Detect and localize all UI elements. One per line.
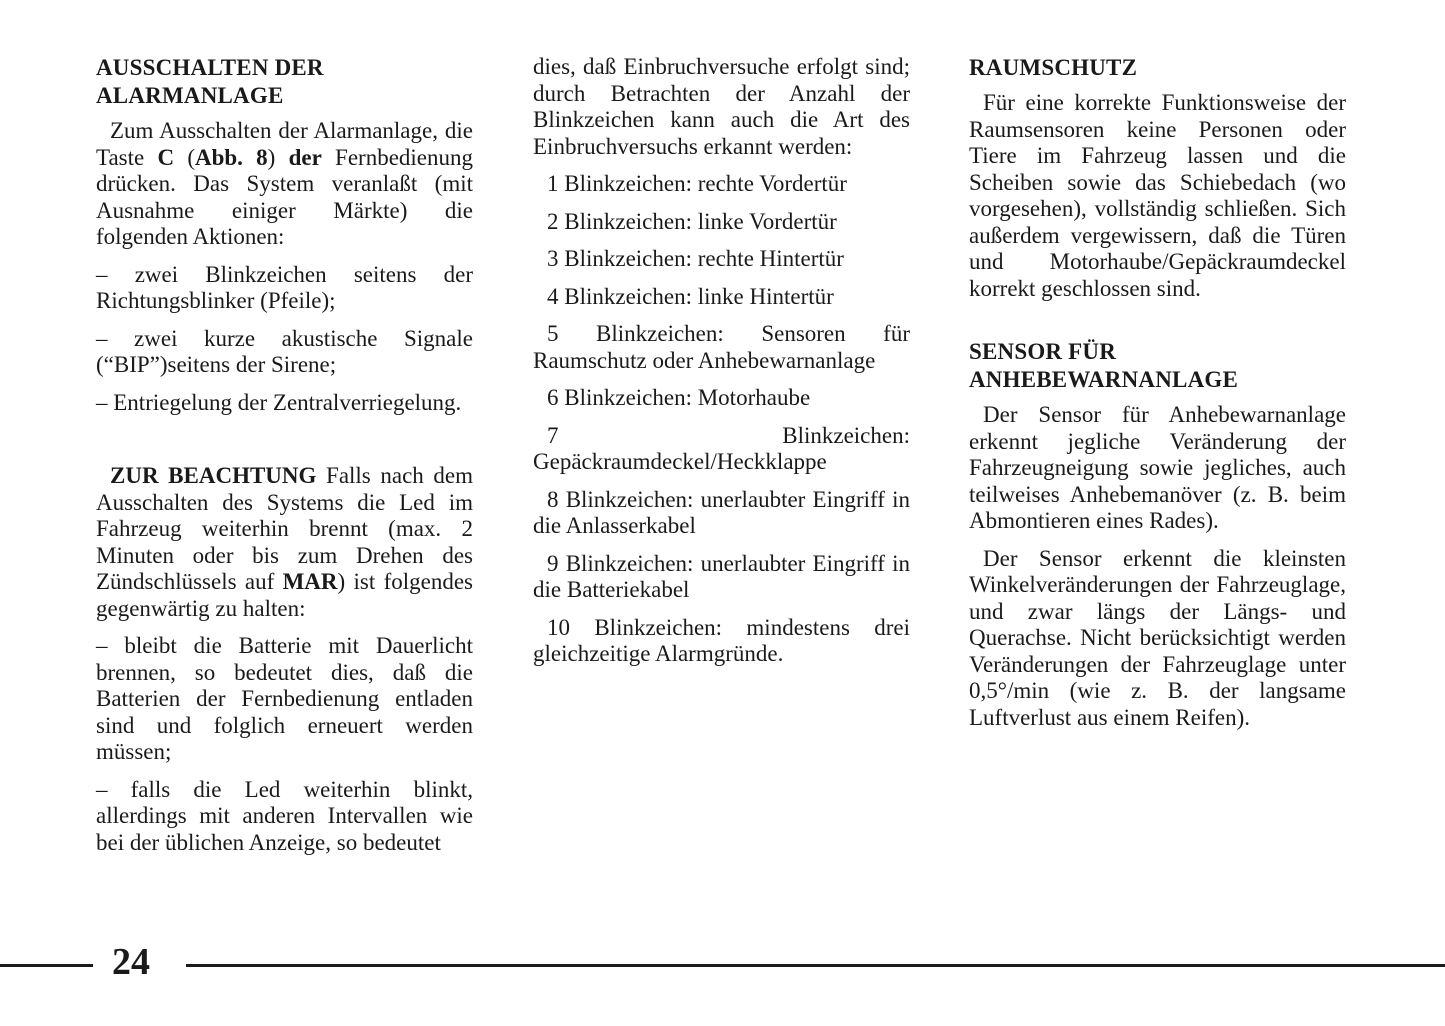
column-left bbox=[96, 54, 473, 867]
heading-raumschutz: RAUMSCHUTZ bbox=[969, 55, 1138, 80]
note-text-1: Falls nach dem Ausschalten des Systems die Led im Fahrzeug weiterhin brennt (max. 2 Minuten oder bis zum Drehen des Zündschlüssels auf bbox=[96, 463, 473, 594]
figure-ref: Abb. 8 bbox=[194, 144, 268, 170]
note-label: ZUR BEACHTUNG bbox=[110, 463, 317, 488]
column-right bbox=[969, 54, 1346, 742]
blink-item: 4 Blinkzeichen: linke Hintertür bbox=[547, 283, 834, 309]
blink-item: 6 Blinkzeichen: Motorhaube bbox=[547, 385, 811, 410]
key-c: C bbox=[157, 144, 175, 170]
note-paragraph bbox=[96, 463, 473, 622]
blink-item: 9 Blinkzeichen: unerlaubter Eingriff in die Batteriekabel bbox=[533, 550, 910, 602]
intro-text-1: Zum Ausschalten der Alarmanlage, die Taste bbox=[96, 118, 473, 170]
list-item: – zwei kurze akustische Signale (“BIP”)seitens der Sirene; bbox=[96, 325, 473, 377]
note-bullet: – bleibt die Batterie mit Dauerlicht brennen, so bedeutet dies, daß die Batterien der Fernbedienung entladen sind und folglich erneuert werden müssen; bbox=[96, 633, 473, 764]
mar-key: MAR bbox=[282, 569, 338, 594]
intro-paragraph bbox=[96, 118, 473, 251]
intro-der: der bbox=[288, 144, 322, 170]
list-item: – Entriegelung der Zentralverriegelung. bbox=[96, 389, 462, 415]
sensor-paragraph-2: Der Sensor erkennt die kleinsten Winkelveränderungen der Fahrzeuglage, und zwar längs der Längs- und Querachse. Nicht berücksichtigt werden Veränderungen der Fahrzeuglage unter 0,5°/min (wie z. B. der langsame Luftverlust aus einem Reifen). bbox=[969, 545, 1346, 730]
raumschutz-paragraph: Für eine korrekte Funktionsweise der Raumsensoren keine Personen oder Tiere im Fahrzeug lassen und die Scheiben sowie das Schiebedach (wo vorgesehen), vollständig schließen. Sich außerdem vergewissern, daß die Türen und Motorhaube/Gepäckraumdeckel korrekt geschlossen sind. bbox=[969, 90, 1346, 301]
column-middle bbox=[533, 54, 910, 679]
blink-item: 5 Blinkzeichen: Sensoren für Raumschutz oder Anhebewarnanlage bbox=[533, 321, 910, 373]
blink-item: 3 Blinkzeichen: rechte Hintertür bbox=[547, 246, 844, 271]
note-text-2: ) ist folgendes gegenwärtig zu halten: bbox=[96, 569, 474, 621]
note-bullet: – falls die Led weiterhin blinkt, allerdings mit anderen Intervallen wie bei der üblichen Anzeige, so bedeutet bbox=[96, 776, 473, 855]
continuation-paragraph: dies, daß Einbruchversuche erfolgt sind; durch Betrachten der Anzahl der Blinkzeichen kann auch die Art des Einbruchversuchs erkannt werden: bbox=[533, 54, 910, 159]
footer-rule-right bbox=[186, 964, 1445, 967]
blink-item: 10 Blinkzeichen: mindestens drei gleichzeitige Alarmgründe. bbox=[533, 614, 910, 666]
list-item: – zwei Blinkzeichen seitens der Richtungsblinker (Pfeile); bbox=[96, 261, 473, 313]
footer-rule-left bbox=[0, 964, 93, 967]
blink-item: 1 Blinkzeichen: rechte Vordertür bbox=[547, 171, 847, 196]
intro-text-3: ) bbox=[267, 144, 289, 170]
heading-ausschalten: AUSSCHALTEN DER ALARMANLAGE bbox=[96, 55, 324, 108]
page-number: 24 bbox=[112, 941, 150, 983]
intro-text-4: Fernbedienung drücken. Das System veranlaßt (mit Ausnahme einiger Märkte) die folgenden Aktionen: bbox=[96, 144, 474, 249]
heading-sensor: SENSOR FÜR ANHEBEWARNANLAGE bbox=[969, 339, 1239, 392]
blink-item: 7 Blinkzeichen: Gepäckraumdeckel/Heckklappe bbox=[533, 422, 910, 474]
intro-text-2: ( bbox=[174, 144, 195, 170]
blink-item: 2 Blinkzeichen: linke Vordertür bbox=[547, 208, 837, 234]
sensor-paragraph-1: Der Sensor für Anhebewarnanlage erkennt jegliche Veränderung der Fahrzeugneigung sowie jegliches, auch teilweises Anhebemanöver (z. B. beim Abmontieren eines Rades). bbox=[969, 402, 1346, 533]
blink-item: 8 Blinkzeichen: unerlaubter Eingriff in die Anlasserkabel bbox=[533, 486, 910, 538]
